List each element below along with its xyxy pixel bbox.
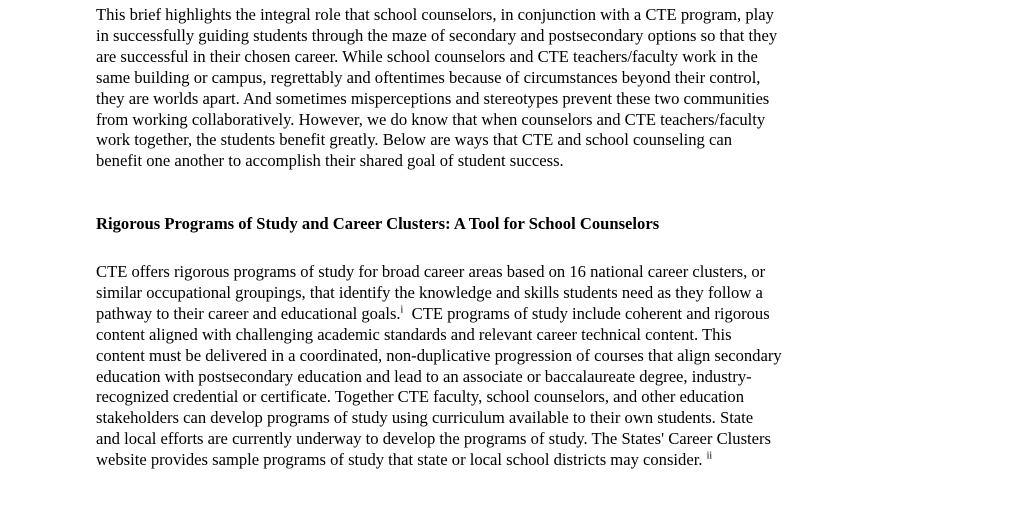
text-line: CTE offers rigorous programs of study for broad career areas based on 16 national career clusters, or — [96, 262, 766, 281]
text-line: content aligned with challenging academic standards and relevant career technical content. This — [96, 324, 732, 344]
text-line — [96, 450, 782, 471]
text-line: work together, the students benefit greatly. Below are ways that CTE and school counseling can — [96, 130, 733, 150]
text-line — [96, 304, 782, 325]
intro-paragraph — [96, 5, 777, 172]
text-line: This brief highlights the integral role that school counselors, in conjunction with a CTE program, play — [96, 5, 774, 24]
text-segment: pathway to their career and educational goals. — [96, 303, 401, 323]
section-heading: Rigorous Programs of Study and Career Clusters: A Tool for School Counselors — [96, 214, 660, 233]
text-line: similar occupational groupings, that identify the knowledge and skills students need as they follow a — [96, 282, 763, 302]
text-line: from working collaboratively. However, we do know that when counselors and CTE teachers/faculty — [96, 109, 766, 129]
text-line: they are worlds apart. And sometimes misperceptions and stereotypes prevent these two communities — [96, 88, 770, 108]
text-line: and local efforts are currently underway to develop the programs of study. The States' Career Clusters — [96, 429, 771, 449]
text-line: benefit one another to accomplish their shared goal of student success. — [96, 151, 564, 171]
text-line: stakeholders can develop programs of study using curriculum available to their own students. State — [96, 408, 754, 428]
text-line: content must be delivered in a coordinated, non-duplicative progression of courses that align secondary — [96, 345, 782, 365]
text-line: in successfully guiding students through the maze of secondary and postsecondary options so that they — [96, 25, 778, 45]
text-segment: website provides sample programs of study that state or local school districts may consider. — [96, 450, 703, 470]
text-line: education with postsecondary education and lead to an associate or baccalaureate degree, industry- — [96, 366, 752, 386]
text-line: are successful in their chosen career. While school counselors and CTE teachers/faculty work in the — [96, 46, 758, 66]
body-paragraph — [96, 262, 782, 471]
text-segment: CTE programs of study include coherent and rigorous — [403, 303, 770, 323]
text-line: recognized credential or certificate. Together CTE faculty, school counselors, and other education — [96, 387, 745, 407]
text-line: same building or campus, regrettably and oftentimes because of circumstances beyond their control, — [96, 67, 761, 87]
footnote-marker: ii — [706, 450, 713, 462]
footnote-marker: i — [400, 304, 404, 316]
